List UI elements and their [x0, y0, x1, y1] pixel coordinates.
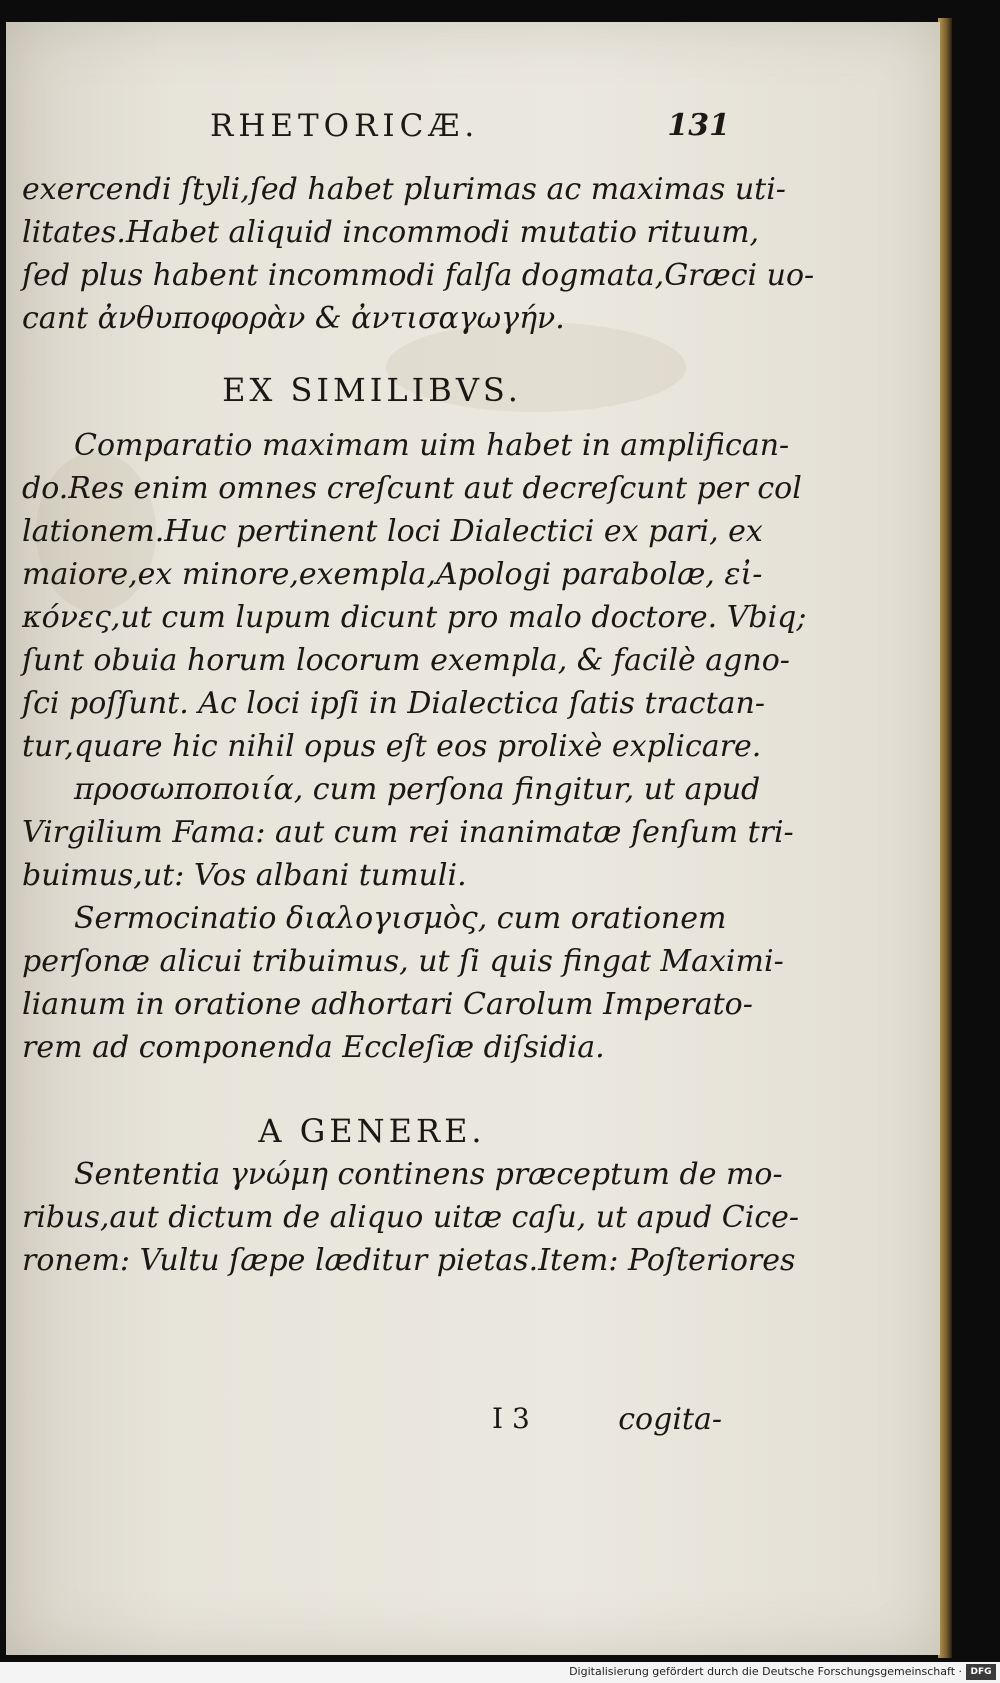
running-head: RHETORICÆ.: [210, 108, 480, 144]
page-header: [210, 108, 730, 148]
text-line: Comparatio maximam uim habet in amplifican-: [74, 428, 790, 463]
text-line: Sententia γνώμη continens præceptum de mo-: [74, 1157, 783, 1192]
credit-bar: [0, 1662, 1000, 1683]
text-line: κόνες,ut cum lupum dicunt pro malo doctore. Vbiq;: [22, 600, 807, 635]
folio-number: 131: [667, 108, 730, 143]
section-heading: EX SIMILIBVS.: [222, 371, 522, 409]
text-line: ſunt obuia horum locorum exempla, & facilè agno-: [22, 643, 790, 678]
text-line: προσωποποιία, cum perſona fingitur, ut apud: [74, 772, 761, 807]
text-line: Sermocinatio διαλογισμὸς, cum orationem: [74, 901, 727, 936]
dfg-logo: DFG: [966, 1664, 996, 1680]
catchword: cogita-: [618, 1402, 722, 1437]
text-line: rem ad componenda Eccleſiæ diſsidia.: [22, 1030, 605, 1065]
body-text: [22, 168, 815, 1282]
text-line: ſed plus habent incommodi falſa dogmata,Græci uo-: [22, 258, 815, 293]
text-line: ronem: Vultu ſæpe læditur pietas.Item: Poſteriores: [22, 1243, 796, 1278]
text-line: lationem.Huc pertinent loci Dialectici ex pari, ex: [22, 514, 763, 549]
page-edge: [938, 18, 952, 1658]
text-line: tur,quare hic nihil opus eſt eos prolixè explicare.: [22, 729, 762, 764]
text-line: perſonæ alicui tribuimus, ut ſi quis fingat Maximi-: [22, 944, 784, 979]
page-footer: [22, 1402, 722, 1445]
text-line: ribus,aut dictum de aliquo uitæ caſu, ut apud Cice-: [22, 1200, 800, 1235]
text-line: exercendi ſtyli,ſed habet plurimas ac maximas uti-: [22, 172, 786, 207]
text-line: lianum in oratione adhortari Carolum Imperato-: [22, 987, 753, 1022]
text-line: Virgilium Fama: aut cum rei inanimatæ ſenſum tri-: [22, 815, 794, 850]
text-line: maiore,ex minore,exempla,Apologi parabolæ, εἰ-: [22, 557, 763, 592]
signature-mark: I 3: [492, 1402, 530, 1435]
digitization-credit: Digitalisierung gefördert durch die Deutsche Forschungsgemeinschaft ·: [569, 1665, 962, 1678]
text-line: do.Res enim omnes creſcunt aut decreſcunt per col: [22, 471, 802, 506]
text-line: cant ἀνθυποφορὰν & ἀντισαγωγήν.: [22, 301, 565, 336]
text-line: litates.Habet aliquid incommodi mutatio rituum,: [22, 215, 760, 250]
text-line: ſci poſſunt. Ac loci ipſi in Dialectica ſatis tractan-: [22, 686, 765, 721]
section-heading: A GENERE.: [258, 1112, 486, 1150]
text-line: buimus,ut: Vos albani tumuli.: [22, 858, 467, 893]
